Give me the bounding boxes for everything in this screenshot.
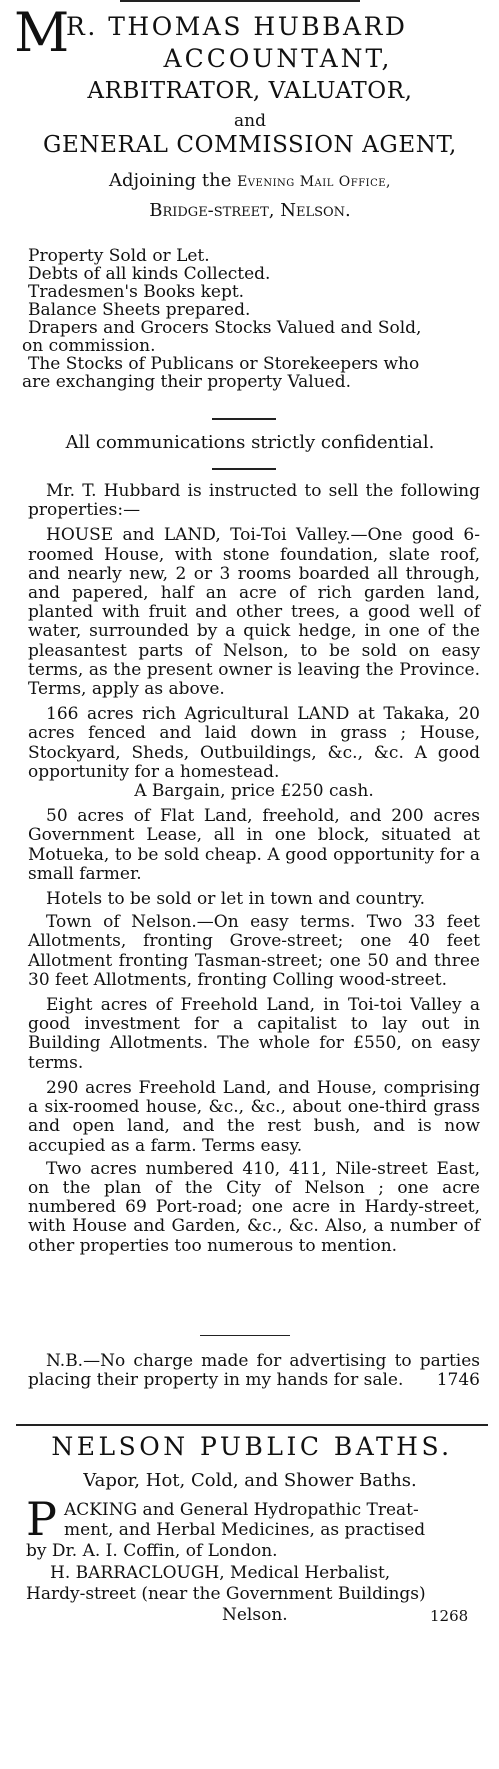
- property-listings: Mr. T. Hubbard is instructed to sell the following properties:— HOUSE and LAND, Toi-Toi Valley.—One good 6-roomed House, with stone foundation, slate roof, and nearly new, 2 or 3 rooms boarded all through, and papered, half an acre of rich garden land, planted with fruit and other trees, a good well of water, surrounded by a quick hedge, in one of the pleasantest parts of Nelson, to be sold on easy terms, as the present owner is leaving the Province. Terms, apply as above. 166 acres rich Agricultural LAND at Takaka, 20 acres fenced and laid down in grass ; House, Stockyard, Sheds, Outbuildings, &c., &c. A good opportunity for a homestead. A Bargain, price £250 cash. 50 acres of Flat Land, freehold, and 200 acres Government Lease, all in one block, situated at Motueka, to be sold cheap. A good opportunity for a small farmer. Hotels to be sold or let in town and country. Town of Nelson.—On easy terms. Two 33 feet Allotments, fronting Grove-street; one 40 feet Allotment fronting Tasman-street; one 50 and three 30 feet Allotments, fronting Colling wood-street. Eight acres of Freehold Land, in Toi-toi Valley a good investment for a capitalist to lay out in Building Allotments. The whole for £550, on easy terms. 290 acres Freehold Land, and House, comprising a six-roomed house, &c., &c., about one-third grass and open land, and the rest bush, and is now accupied as a farm. Terms easy. Two acres numbered 410, 411, Nile-street East, on the plan of the City of Nelson ; one acre numbered 69 Port-road; one acre in Hardy-street, with House and Garden, &c., &c. Also, a number of other properties too numerous to mention.: [28, 481, 480, 1256]
- baths-para1: ACKING and General Hydropathic Treat- ment, and Herbal Medicines, as practised: [64, 1500, 426, 1540]
- divider: [212, 468, 276, 470]
- services-list: Property Sold or Let. Debts of all kinds Collected. Tradesmen's Books kept. Balance Sheets prepared. Drapers and Grocers Stocks Valued and Sold, on commission. The Stocks of Publicans or Storekeepers who are exchanging their property Valued.: [22, 246, 422, 392]
- herbalist-name: H. BARRACLOUGH, Medical Herbalist,: [50, 1563, 391, 1583]
- title-name: R. THOMAS HUBBARD: [66, 12, 408, 41]
- herbalist-town: Nelson.: [222, 1605, 288, 1625]
- ad-number-2: 1268: [430, 1607, 469, 1625]
- title-and: and: [234, 111, 266, 131]
- title-accountant: ACCOUNTANT,: [163, 44, 393, 73]
- baths-para1-end: by Dr. A. I. Coffin, of London.: [26, 1541, 278, 1561]
- masthead: [14, 1, 490, 76]
- herbalist-address: Hardy-street (near the Government Buildings): [26, 1584, 426, 1604]
- address-adjoining: Adjoining the Evening Mail Office,: [108, 170, 392, 191]
- drop-cap-p: P: [26, 1492, 57, 1546]
- divider: [212, 418, 276, 420]
- ad-number: 1746: [436, 1370, 480, 1391]
- baths-subtitle: Vapor, Hot, Cold, and Shower Baths.: [83, 1470, 417, 1491]
- nb-note: N.B.—No charge made for advertising to parties placing their property in my hands for sale. 1746: [28, 1351, 480, 1391]
- drop-cap-m: M: [14, 1, 70, 64]
- baths-title: NELSON PUBLIC BATHS.: [51, 1432, 453, 1461]
- confidential-note: All communications strictly confidential.: [65, 432, 435, 453]
- address-street: Bridge-street, Nelson.: [149, 200, 351, 221]
- divider: [200, 1335, 290, 1336]
- top-rule: [120, 0, 360, 2]
- title-commission: GENERAL COMMISSION AGENT,: [43, 132, 457, 158]
- section-rule: [16, 1424, 488, 1426]
- title-arbitrator: ARBITRATOR, VALUATOR,: [87, 78, 413, 104]
